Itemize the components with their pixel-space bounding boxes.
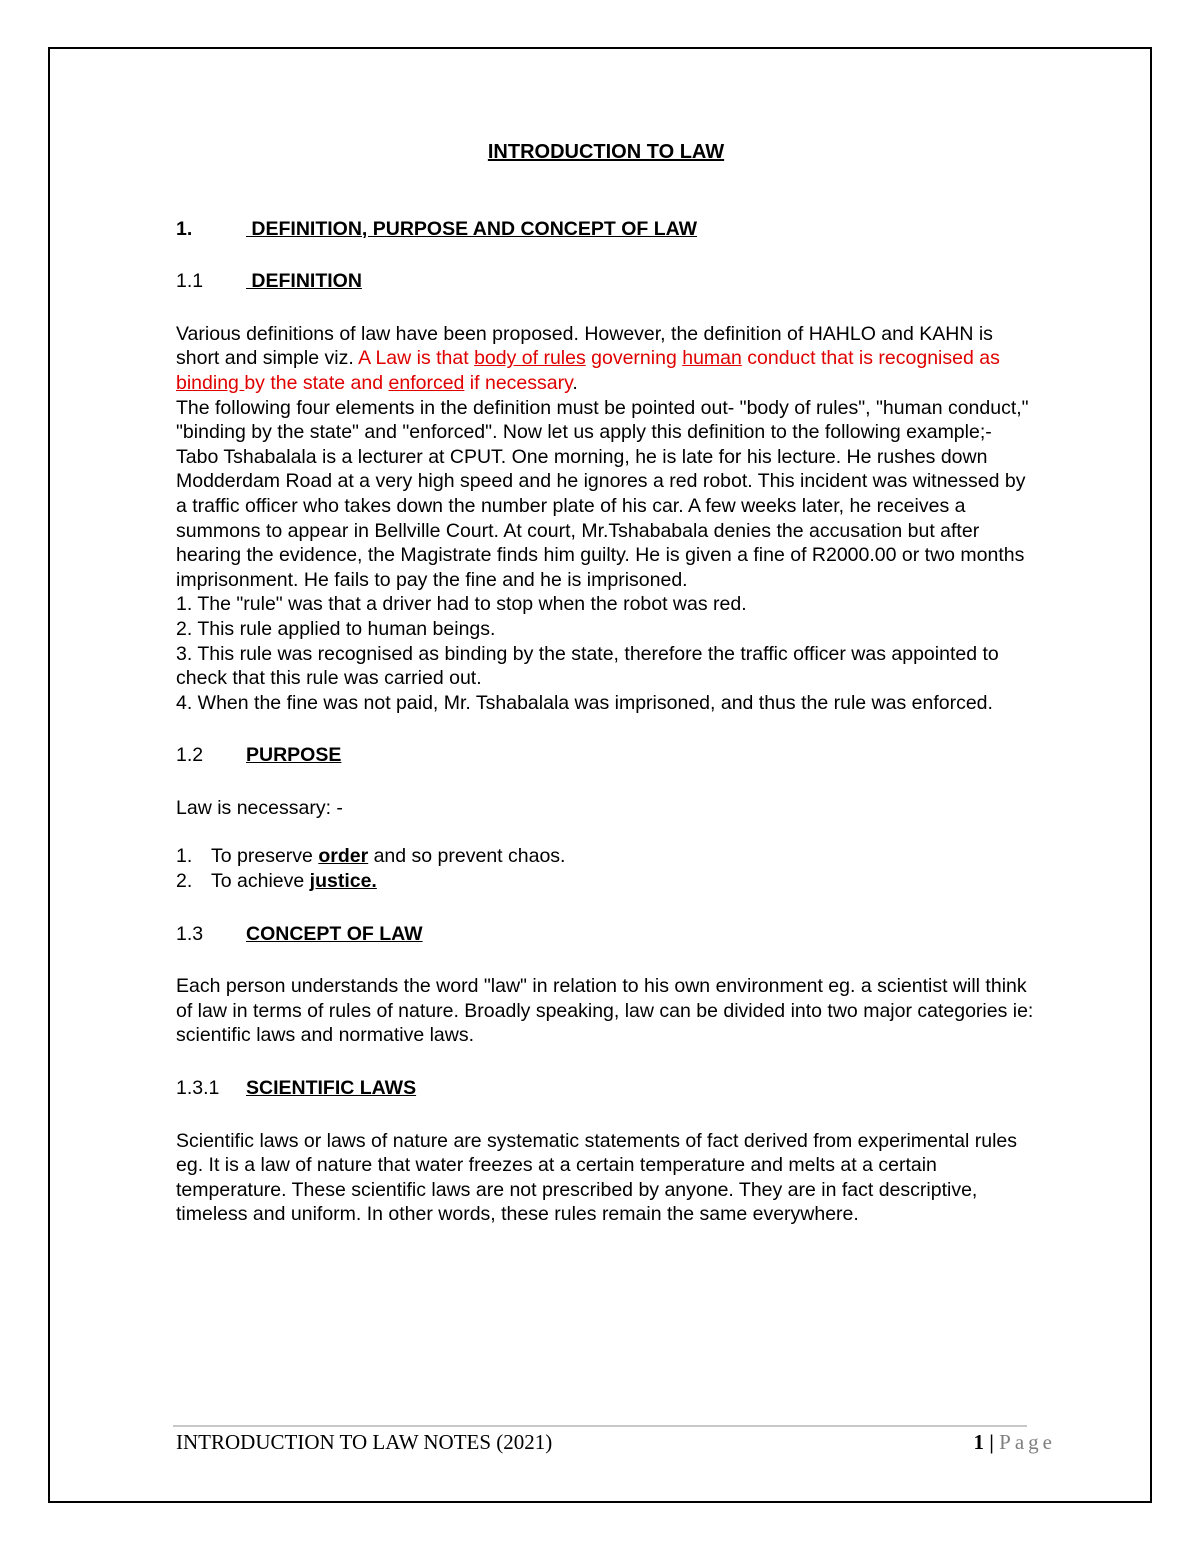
footer-divider — [173, 1425, 1027, 1427]
list-text-part: To achieve — [211, 870, 310, 893]
example-paragraph: Tabo Tshabalala is a lecturer at CPUT. One morning, he is late for his lecture. He rushes down Modderdam Road at a very high speed and he ignores a red robot. This incident was witnessed by a traffic officer who takes down the number plate of his car. A few weeks later, he receives a summons to appear in Bellville Court. At court, Mr.Tshababala denies the accusation but after hearing the evidence, the Magistrate finds him guilty. He is given a fine of R2000.00 or two months imprisonment. He fails to pay the fine and he is imprisoned. — [176, 445, 1026, 591]
page-indicator — [974, 1430, 1056, 1455]
section-title: DEFINITION — [246, 270, 362, 293]
list-keyword: justice. — [309, 870, 377, 893]
list-text — [211, 869, 377, 894]
section-title: CONCEPT OF LAW — [246, 922, 423, 945]
section-number: 1. — [176, 217, 193, 240]
definition-keyword: enforced — [388, 371, 465, 394]
definition-part: if necessary — [464, 371, 573, 394]
example-point: 1. The "rule" was that a driver had to stop when the robot was red. — [176, 593, 747, 616]
list-item — [176, 869, 1036, 894]
page-separator: | — [984, 1430, 1000, 1454]
section-1-3-heading — [176, 922, 1036, 947]
section-number: 1.1 — [176, 270, 204, 293]
definition-keyword: binding — [176, 371, 245, 394]
scientific-paragraph: Scientific laws or laws of nature are systematic statements of fact derived from experimental rules eg. It is a law of nature that water freezes at a certain temperature and melts at a certain temperature. These scientific laws are not prescribed by anyone. They are in fact descriptive, timeless and uniform. In other words, these rules remain the same everywhere. — [176, 1129, 1018, 1226]
purpose-list — [176, 844, 1036, 893]
list-text-part: and so prevent chaos. — [368, 845, 566, 868]
section-number: 1.2 — [176, 744, 204, 767]
definition-period: . — [572, 371, 578, 394]
section-1-1-heading — [176, 269, 1036, 294]
section-1-heading — [176, 217, 1036, 242]
example-point: 3. This rule was recognised as binding by the state, therefore the traffic officer was appointed to check that this rule was carried out. — [176, 642, 999, 690]
definition-paragraph — [176, 322, 1036, 396]
page-number: 1 — [973, 1430, 985, 1454]
definition-part: governing — [585, 347, 683, 370]
section-number: 1.3 — [176, 922, 204, 945]
section-title: PURPOSE — [246, 744, 342, 767]
document-body — [176, 140, 1036, 1227]
list-text — [211, 844, 565, 869]
list-keyword: order — [318, 845, 369, 868]
footer-title: INTRODUCTION TO LAW NOTES (2021) — [176, 1430, 553, 1454]
section-number: 1.3.1 — [176, 1077, 220, 1100]
list-item — [176, 844, 1036, 869]
section-title: SCIENTIFIC LAWS — [246, 1077, 417, 1100]
section-title: DEFINITION, PURPOSE AND CONCEPT OF LAW — [246, 217, 698, 240]
document-title: INTRODUCTION TO LAW — [487, 141, 725, 163]
concept-paragraph: Each person understands the word "law" in relation to his own environment eg. a scientist will think of law in terms of rules of nature. Broadly speaking, law can be divided into two major categories ie: scientific laws and normative laws. — [176, 975, 1034, 1047]
page-footer — [176, 1430, 1056, 1455]
example-point: 4. When the fine was not paid, Mr. Tshabalala was imprisoned, and thus the rule was enforced. — [176, 691, 993, 714]
list-text-part: To preserve — [211, 845, 319, 868]
definition-keyword: body of rules — [474, 347, 586, 370]
purpose-intro: Law is necessary: - — [176, 796, 343, 819]
list-number: 2. — [176, 870, 193, 893]
definition-keyword: human — [682, 347, 742, 370]
example-point: 2. This rule applied to human beings. — [176, 617, 496, 640]
definition-part: A Law is that — [358, 347, 475, 370]
list-number: 1. — [176, 845, 193, 868]
section-1-3-1-heading — [176, 1076, 1036, 1101]
page-label: Page — [999, 1430, 1056, 1454]
definition-intro: Various definitions of law have been proposed. However, the definition of HAHLO and KAHN is short and simple viz. — [176, 322, 993, 370]
definition-part: by the state and — [244, 371, 389, 394]
elements-paragraph: The following four elements in the definition must be pointed out- "body of rules", "human conduct," "binding by the state" and "enforced". Now let us apply this definition to the following example;- — [176, 396, 1029, 444]
definition-part: conduct that is recognised as — [741, 347, 1000, 370]
section-1-2-heading — [176, 743, 1036, 768]
